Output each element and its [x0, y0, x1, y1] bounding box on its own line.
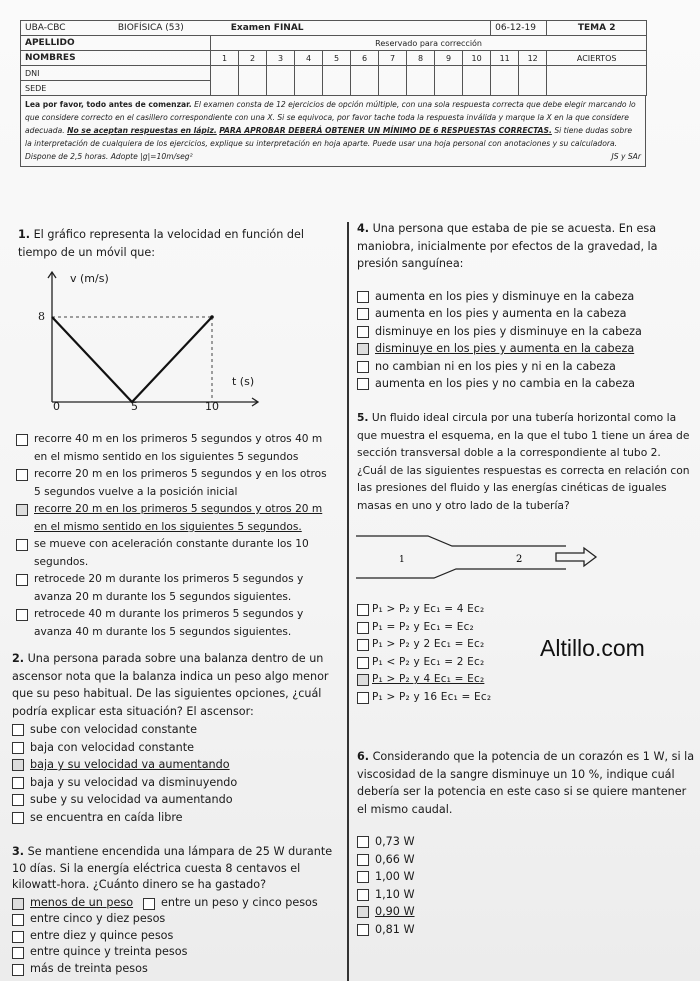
pipe-diagram [356, 528, 616, 588]
checkbox[interactable] [357, 308, 369, 320]
q3-option-5[interactable] [12, 944, 342, 961]
option-label: no cambian ni en los pies y ni en la cabeza [375, 359, 616, 373]
grade-cell-3 [267, 66, 295, 96]
instructions-box [20, 96, 646, 167]
question-number: 2. [12, 652, 25, 665]
option-label: se mueve con aceleración constante durante los 10 segundos. [34, 538, 309, 568]
grade-col-3: 3 [267, 51, 295, 66]
grade-cell-8 [407, 66, 435, 96]
grade-col-8: 8 [407, 51, 435, 66]
option-label: sube con velocidad constante [30, 723, 197, 736]
grade-col-9: 9 [435, 51, 463, 66]
checkbox[interactable] [357, 674, 369, 686]
x-tick-0: 0 [53, 400, 60, 413]
option-label: baja y su velocidad va disminuyendo [30, 775, 238, 789]
svg-text:1: 1 [399, 555, 405, 565]
checkbox[interactable] [12, 724, 24, 736]
no-pencil-notice: No se aceptan respuestas en lápiz. [67, 126, 217, 135]
column-divider [347, 222, 349, 981]
checkbox[interactable] [357, 854, 369, 866]
question-number: 3. [12, 845, 25, 858]
question-text: El gráfico representa la velocidad en función del tiempo de un móvil que: [18, 228, 305, 259]
question-3 [12, 844, 342, 977]
instructions-text-1: El examen consta de 12 ejercicios de opción múltiple, con una sola respuesta correcta que debe elegir marcando lo que considere correcto en el casillero correspondiente con una X. Si se equivoca, por favor tache toda la respuesta inválida y marque la X en la que considere adecuada. [25, 100, 636, 135]
option-label: entre un peso y cinco pesos [161, 895, 318, 909]
question-text: Una persona que estaba de pie se acuesta. En esa maniobra, inicialmente por efectos de la gravedad, la presión sanguínea: [357, 222, 658, 270]
checkbox[interactable] [16, 574, 28, 586]
question-text: Una persona parada sobre una balanza dentro de un ascensor nota que la balanza indica un peso algo menor que su peso habitual. De las siguientes opciones, ¿cuál podría explicar esta situación? El ascensor: [12, 652, 329, 718]
q1-option-2[interactable] [16, 466, 334, 501]
checkbox[interactable] [357, 326, 369, 338]
question-1-options [16, 431, 334, 641]
option-label: sube y su velocidad va aumentando [30, 793, 233, 806]
pass-requirement: PARA APROBAR DEBERÁ OBTENER UN MÍNIMO DE 6 RESPUESTAS CORRECTAS. [219, 126, 552, 135]
checkbox[interactable] [357, 361, 369, 373]
q6-option-1[interactable] [357, 833, 695, 851]
option-label: P₁ > P₂ y Ec₁ = 4 Ec₂ [372, 603, 485, 615]
exam-date: 06-12-19 [491, 21, 547, 36]
q5-option-3[interactable] [357, 636, 537, 654]
grade-col-5: 5 [323, 51, 351, 66]
exam-header [20, 20, 646, 167]
signature: JS y SAr [611, 152, 641, 161]
option-label: más de treinta pesos [30, 961, 148, 975]
q1-option-5[interactable] [16, 571, 334, 606]
checkbox[interactable] [357, 622, 369, 634]
grade-col-1: 1 [211, 51, 239, 66]
q3-option-6[interactable] [12, 961, 342, 978]
checkbox[interactable] [12, 898, 24, 910]
pipe-svg [356, 528, 616, 588]
grade-cell-6 [351, 66, 379, 96]
option-label: 0,90 W [375, 905, 415, 918]
grade-col-12: 12 [519, 51, 547, 66]
q3-option-row-1 [12, 895, 342, 912]
q1-option-4[interactable] [16, 536, 334, 571]
q4-option-6[interactable] [357, 375, 692, 393]
option-label: recorre 40 m en los primeros 5 segundos y otros 40 m en el mismo sentido en los siguientes 5 segundos [34, 433, 323, 463]
chart-svg [30, 270, 270, 420]
option-label: P₁ > P₂ y 4 Ec₁ = Ec₂ [372, 673, 485, 686]
option-label: disminuye en los pies y disminuye en la cabeza [375, 324, 642, 338]
question-number: 5. [357, 411, 369, 424]
checkbox[interactable] [357, 343, 369, 355]
checkbox[interactable] [357, 871, 369, 883]
q3-option-3[interactable] [12, 911, 342, 928]
time-notice: Dispone de 2,5 horas. Adopte |g|=10m/seg² [25, 152, 193, 161]
checkbox[interactable] [357, 639, 369, 651]
checkbox[interactable] [12, 914, 24, 926]
y-axis-label: v (m/s) [70, 272, 109, 285]
option-label: 0,81 W [375, 922, 415, 936]
option-label: entre cinco y diez pesos [30, 912, 166, 925]
aciertos-label: ACIERTOS [547, 51, 647, 66]
question-4 [357, 220, 692, 393]
checkbox[interactable] [12, 777, 24, 789]
subject: BIOFÍSICA (53) [117, 23, 184, 33]
question-5-options [357, 601, 537, 707]
q1-option-3-marked[interactable] [16, 501, 334, 536]
checkbox[interactable] [357, 291, 369, 303]
q6-option-4[interactable] [357, 886, 695, 904]
option-label: baja y su velocidad va aumentando [30, 758, 230, 771]
header-table [20, 20, 647, 96]
exam-type: Examen FINAL [230, 23, 304, 33]
option-label: disminuye en los pies y aumenta en la cabeza [375, 342, 635, 355]
option-label: se encuentra en caída libre [30, 810, 183, 824]
checkbox[interactable] [12, 812, 24, 824]
q2-option-1[interactable] [12, 721, 334, 739]
x-tick-10: 10 [205, 400, 219, 413]
reserved-label: Reservado para corrección [211, 36, 647, 51]
option-label: 0,66 W [375, 852, 415, 866]
field-apellido[interactable]: APELLIDO [21, 36, 211, 51]
q4-option-1[interactable] [357, 288, 692, 306]
y-tick-8: 8 [38, 310, 45, 323]
checkbox[interactable] [357, 604, 369, 616]
q6-option-2[interactable] [357, 851, 695, 869]
q3-option-1-marked[interactable] [12, 895, 133, 912]
option-label: 1,10 W [375, 887, 415, 901]
field-nombres[interactable]: NOMBRES [21, 51, 211, 66]
q2-option-2[interactable] [12, 739, 334, 757]
option-label: P₁ < P₂ y Ec₁ = 2 Ec₂ [372, 655, 485, 668]
option-label: retrocede 40 m durante los primeros 5 segundos y avanza 40 m durante los 5 segundos siguientes. [34, 608, 304, 638]
grade-col-2: 2 [239, 51, 267, 66]
checkbox[interactable] [12, 947, 24, 959]
checkbox[interactable] [357, 924, 369, 936]
checkbox[interactable] [16, 539, 28, 551]
aciertos-cell [547, 66, 647, 96]
checkbox[interactable] [12, 742, 24, 754]
grade-cell-12 [519, 66, 547, 96]
question-5 [357, 409, 692, 514]
grade-cell-2 [239, 66, 267, 96]
checkbox[interactable] [357, 889, 369, 901]
option-label: retrocede 20 m durante los primeros 5 segundos y avanza 20 m durante los 5 segundos siguientes. [34, 573, 304, 603]
option-label: P₁ > P₂ y 2 Ec₁ = Ec₂ [372, 638, 485, 651]
grade-cell-5 [323, 66, 351, 96]
grade-col-10: 10 [463, 51, 491, 66]
checkbox[interactable] [357, 836, 369, 848]
q6-option-5-marked[interactable] [357, 903, 695, 921]
q5-option-6[interactable] [357, 689, 537, 707]
instructions-lead: Lea por favor, todo antes de comenzar. [25, 100, 192, 109]
institution: UBA-CBC [25, 23, 66, 33]
q6-option-6[interactable] [357, 921, 695, 939]
field-sede[interactable]: SEDE [21, 81, 211, 96]
question-text: Un fluido ideal circula por una tubería horizontal como la que muestra el esquema, en la que el tubo 1 tiene un área de sección transversal doble a la correspondiente al tubo 2. ¿Cuál de las siguientes respuestas es correcta en relación con las presiones del fluido y las energías cinéticas de iguales masas en uno y otro lado de la tubería? [357, 411, 690, 512]
question-number: 4. [357, 222, 370, 235]
option-label: recorre 20 m en los primeros 5 segundos y otros 20 m en el mismo sentido en los siguientes 5 segundos. [34, 503, 323, 533]
grade-cell-7 [379, 66, 407, 96]
option-label: aumenta en los pies y no cambia en la cabeza [375, 377, 635, 390]
grade-cell-9 [435, 66, 463, 96]
q2-option-3-marked[interactable] [12, 756, 334, 774]
watermark: Altillo.com [540, 635, 645, 661]
instructions-text-2: Si tiene dudas sobre la interpretación de cualquiera de los ejercicios, explique su interpretación en hoja aparte. Puede usar una hoja personal con anotaciones y su calculadora. [25, 126, 633, 148]
grade-cell-1 [211, 66, 239, 96]
q1-option-1[interactable] [16, 431, 334, 466]
checkbox[interactable] [12, 931, 24, 943]
option-label: menos de un peso [30, 895, 134, 909]
option-label: P₁ = P₂ y Ec₁ = Ec₂ [372, 620, 474, 633]
tema-label: TEMA 2 [547, 21, 647, 36]
q3-option-4[interactable] [12, 928, 342, 945]
grade-cell-4 [295, 66, 323, 96]
checkbox[interactable] [16, 434, 28, 446]
question-text: Se mantiene encendida una lámpara de 25 W durante 10 días. Si la energía eléctrica cuesta 8 centavos el kilowatt-hora. ¿Cuánto dinero se ha gastado? [12, 845, 333, 891]
grade-col-6: 6 [351, 51, 379, 66]
q4-option-4-marked[interactable] [357, 340, 692, 358]
q6-option-3[interactable] [357, 868, 695, 886]
q5-option-2[interactable] [357, 619, 537, 637]
q1-option-6[interactable] [16, 606, 334, 641]
q2-option-6[interactable] [12, 809, 334, 827]
question-2 [12, 650, 334, 826]
grade-cell-11 [491, 66, 519, 96]
option-label: 0,73 W [375, 835, 415, 848]
field-dni[interactable]: DNI [21, 66, 211, 81]
q5-option-4[interactable] [357, 654, 537, 672]
velocity-time-chart [30, 270, 270, 420]
q5-option-5-marked[interactable] [357, 671, 537, 689]
checkbox[interactable] [357, 378, 369, 390]
q4-option-3[interactable] [357, 323, 692, 341]
q4-option-5[interactable] [357, 358, 692, 376]
checkbox[interactable] [16, 469, 28, 481]
question-1 [18, 226, 336, 261]
checkbox[interactable] [16, 504, 28, 516]
option-label: P₁ > P₂ y 16 Ec₁ = Ec₂ [372, 690, 492, 703]
checkbox[interactable] [357, 906, 369, 918]
option-label: entre quince y treinta pesos [30, 945, 188, 958]
grade-col-7: 7 [379, 51, 407, 66]
option-label: aumenta en los pies y aumenta en la cabeza [375, 307, 627, 320]
q4-option-2[interactable] [357, 305, 692, 323]
question-number: 6. [357, 750, 370, 763]
q3-option-2[interactable] [143, 895, 318, 912]
grade-col-4: 4 [295, 51, 323, 66]
checkbox[interactable] [357, 657, 369, 669]
question-number: 1. [18, 228, 31, 241]
q5-option-1[interactable] [357, 601, 537, 619]
question-6 [357, 748, 695, 938]
checkbox[interactable] [16, 609, 28, 621]
grade-cell-10 [463, 66, 491, 96]
option-label: entre diez y quince pesos [30, 928, 174, 942]
x-tick-5: 5 [131, 400, 138, 413]
option-label: recorre 20 m en los primeros 5 segundos y en los otros 5 segundos vuelve a la posición inicial [34, 468, 327, 498]
option-label: baja con velocidad constante [30, 740, 194, 754]
checkbox[interactable] [357, 692, 369, 704]
grade-col-11: 11 [491, 51, 519, 66]
x-axis-label: t (s) [232, 375, 255, 388]
svg-text:2: 2 [516, 554, 523, 565]
q2-option-5[interactable] [12, 791, 334, 809]
option-label: aumenta en los pies y disminuye en la cabeza [375, 289, 635, 303]
option-label: 1,00 W [375, 870, 415, 883]
checkbox[interactable] [12, 964, 24, 976]
q2-option-4[interactable] [12, 774, 334, 792]
checkbox[interactable] [12, 759, 24, 771]
question-text: Considerando que la potencia de un corazón es 1 W, si la viscosidad de la sangre disminuye un 10 %, indique cuál debería ser la potencia en este caso si se quiere mantener el mismo caudal. [357, 750, 695, 816]
checkbox[interactable] [143, 898, 155, 910]
checkbox[interactable] [12, 794, 24, 806]
